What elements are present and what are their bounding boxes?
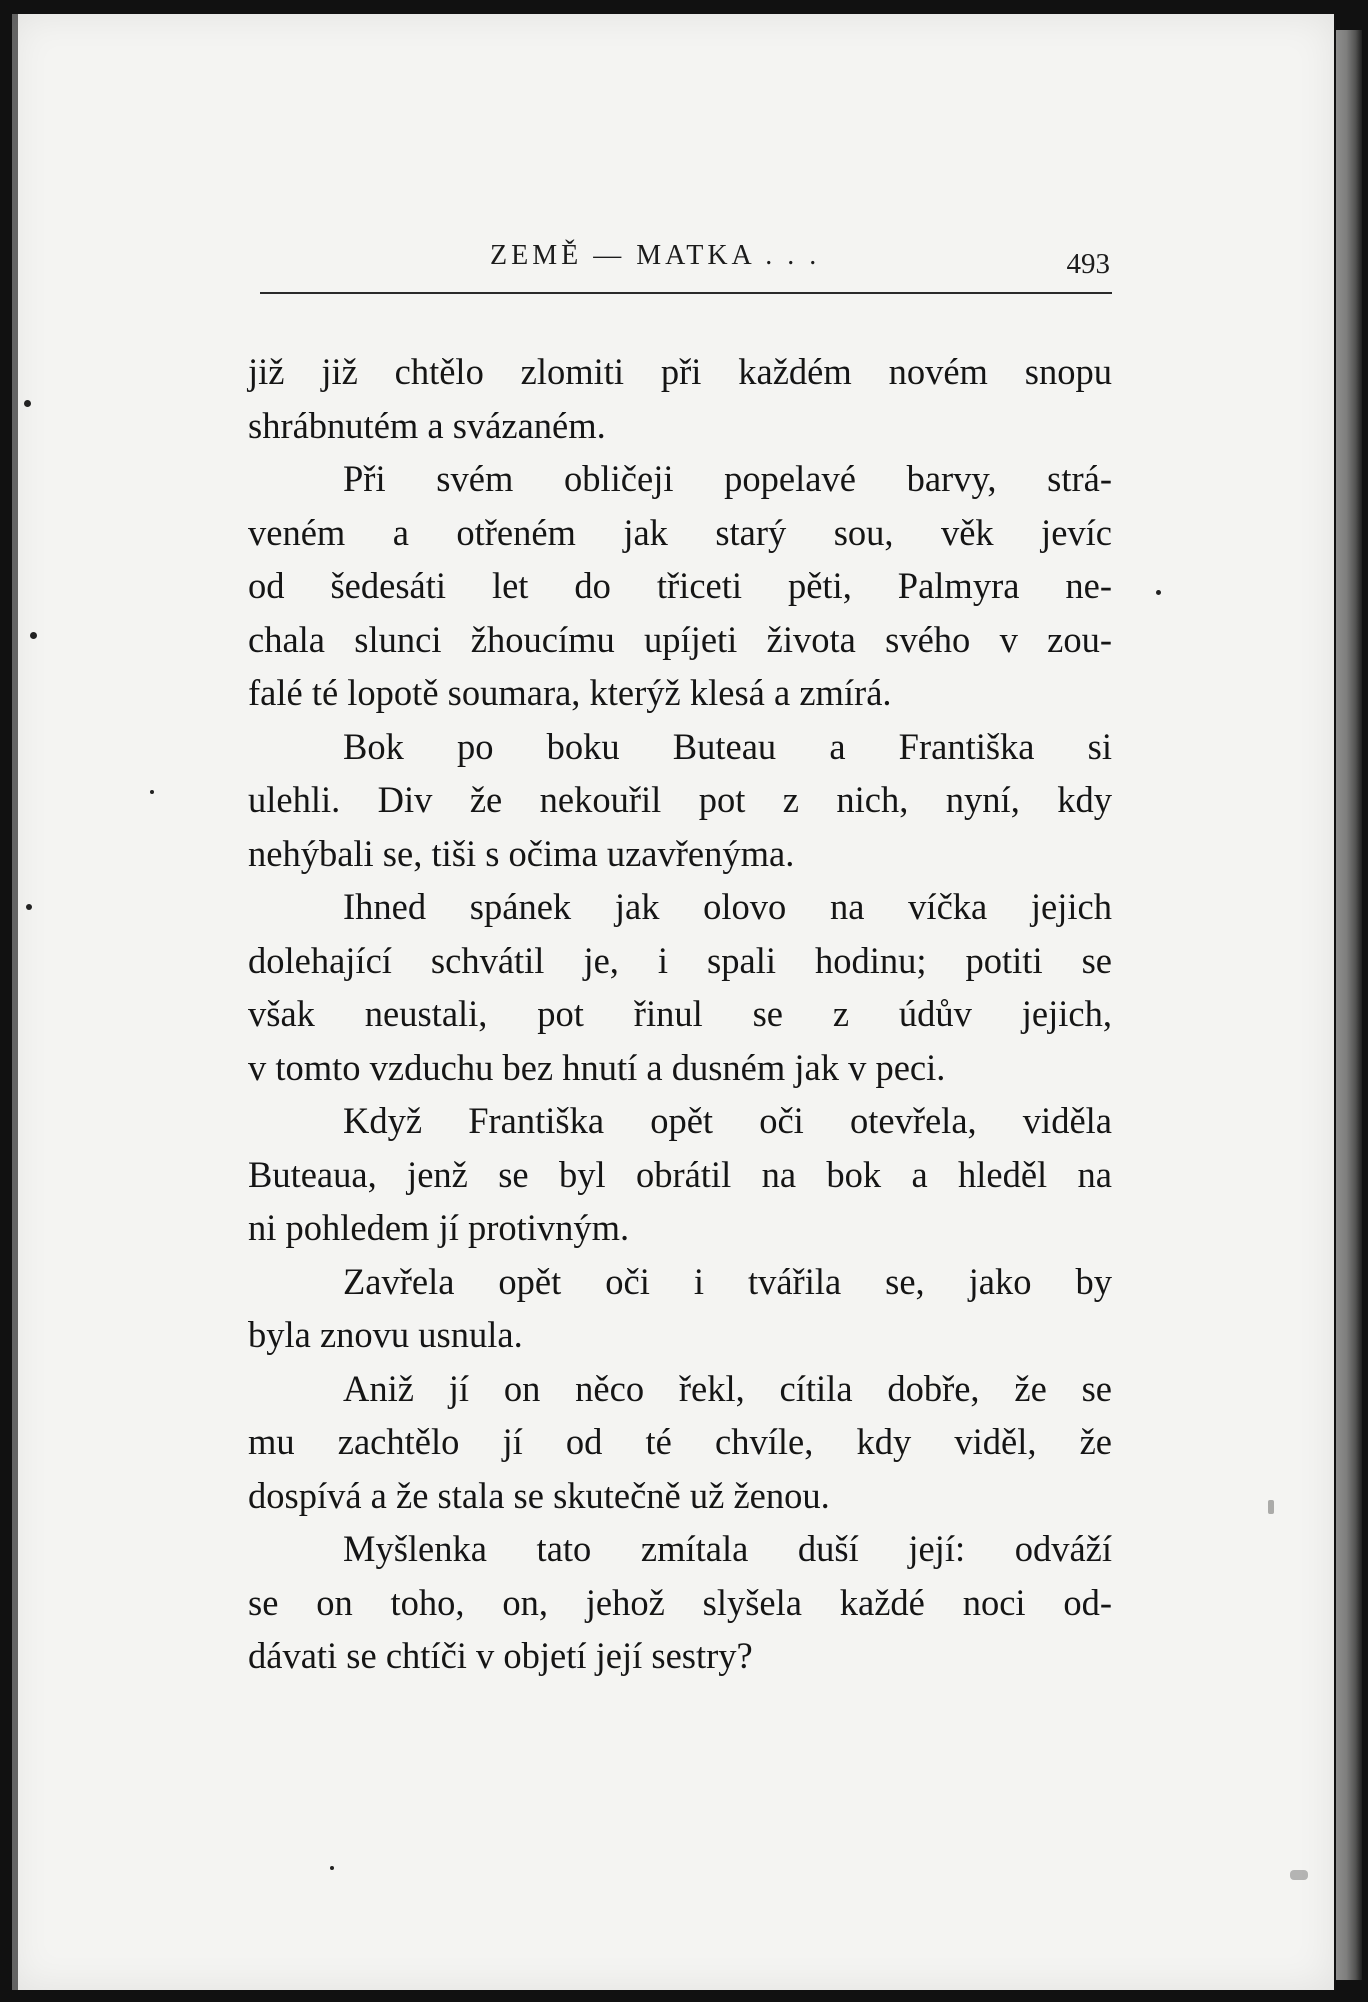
text-line: Při svém obličeji popelavé barvy, strá- [343, 458, 1112, 499]
text-line: dolehající schvátil je, i spali hodinu; potiti se [248, 939, 1112, 981]
text-line: chala slunci žhoucímu upíjeti života svého v zou- [248, 618, 1112, 660]
text-line: nehýbali se, tiši s očima uzavřenýma. [248, 832, 795, 874]
page-right-edge-shadow [1336, 30, 1362, 1980]
text-line: Zavřela opět oči i tvářila se, jako by [343, 1260, 1112, 1302]
scan-speck [30, 632, 37, 639]
header-rule [260, 292, 1112, 294]
scan-speck [1268, 1500, 1274, 1514]
text-line: mu zachtělo jí od té chvíle, kdy viděl, že [248, 1421, 1112, 1462]
text-line: falé té lopotě soumara, kterýž klesá a zmírá. [248, 672, 892, 713]
text-line: v tomto vzduchu bez hnutí a dusném jak v peci. [248, 1046, 946, 1088]
text-line: dospívá a že stala se skutečně už ženou. [248, 1474, 830, 1516]
scan-speck [26, 904, 32, 910]
text-line: ni pohledem jí protivným. [248, 1207, 630, 1248]
text-line: Aniž jí on něco řekl, cítila dobře, že se [343, 1367, 1112, 1409]
text-line: shrábnutém a svázaném. [248, 404, 606, 446]
text-line: od šedesáti let do třiceti pěti, Palmyra ne- [248, 565, 1112, 606]
text-line: byla znovu usnula. [248, 1314, 523, 1355]
text-line: Když Františka opět oči otevřela, viděla [343, 1100, 1112, 1141]
text-line: se on toho, on, jehož slyšela každé noci od- [248, 1581, 1112, 1623]
text-line: dávati se chtíči v objetí její sestry? [248, 1635, 753, 1676]
text-line: již již chtělo zlomiti při každém novém snopu [248, 351, 1112, 392]
text-line: veném a otřeném jak starý sou, věk jevíc [248, 511, 1112, 553]
text-line: Ihned spánek jak olovo na víčka jejich [343, 886, 1112, 927]
text-line: Buteaua, jenž se byl obrátil na bok a hleděl na [248, 1153, 1112, 1195]
text-line: Bok po boku Buteau a Františka si [343, 725, 1112, 767]
text-line: Myšlenka tato zmítala duší její: odváží [343, 1528, 1112, 1569]
scan-speck [150, 790, 154, 794]
scan-speck [24, 400, 31, 407]
scan-speck [1156, 590, 1161, 595]
text-line: však neustali, pot řinul se z údův jejich, [248, 993, 1112, 1034]
scan-speck [330, 1866, 334, 1870]
running-head [248, 240, 1112, 290]
running-head-title: ZEMĚ — MATKA . . . [490, 240, 821, 271]
scan-speck [1290, 1870, 1308, 1880]
body-text [248, 345, 1112, 1683]
page-number: 493 [1066, 248, 1110, 280]
page-left-edge-shadow [12, 14, 18, 1990]
text-line: ulehli. Div že nekouřil pot z nich, nyní, kdy [248, 779, 1112, 820]
